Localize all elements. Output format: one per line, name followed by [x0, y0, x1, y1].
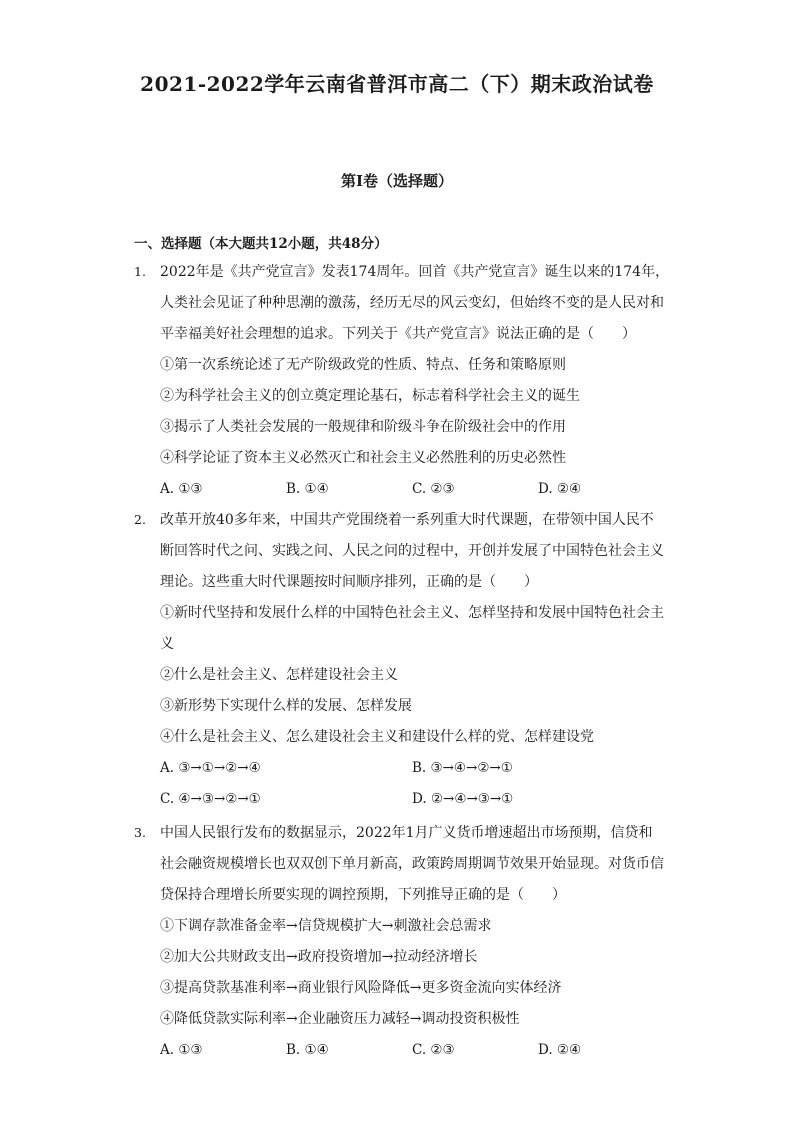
answer-options — [134, 758, 674, 789]
option-d[interactable]: D. ②④ — [538, 1042, 582, 1058]
question-stem-line: 2022年是《共产党宣言》发表174周年。回首《共产党宣言》诞生以来的174年， — [160, 264, 670, 280]
question-line — [134, 823, 674, 854]
question-stem-line: 改革开放40多年来，中国共产党围绕着一系列重大时代课题，在带领中国人民不 — [160, 512, 654, 528]
statement-4: ④降低贷款实际利率→企业融资压力减轻→调动投资积极性 — [160, 1011, 520, 1027]
option-a[interactable]: A. ①③ — [160, 1042, 203, 1058]
question-line — [134, 634, 674, 665]
statement-2: ②加大公共财政支出→政府投资增加→拉动经济增长 — [160, 949, 478, 965]
section-heading: 一、选择题（本大题共12小题，共48分） — [134, 236, 388, 252]
question-line — [134, 854, 674, 885]
question-line — [134, 1009, 674, 1040]
option-a[interactable]: A. ③→①→②→④ — [160, 760, 261, 776]
option-b[interactable]: B. ③→④→②→① — [412, 760, 513, 776]
option-c[interactable]: C. ②③ — [412, 1042, 455, 1058]
question-2 — [134, 510, 674, 820]
question-number: 1. — [134, 264, 146, 279]
answer-options — [134, 479, 674, 510]
statement-4: ④科学论证了资本主义必然灭亡和社会主义必然胜利的历史必然性 — [160, 450, 566, 466]
question-1 — [134, 262, 674, 510]
statement-2: ②什么是社会主义、怎样建设社会主义 — [160, 667, 398, 683]
question-line — [134, 572, 674, 603]
question-line — [134, 293, 674, 324]
question-line — [134, 603, 674, 634]
question-stem-line: 平幸福美好社会理想的追求。下列关于《共产党宣言》说法正确的是（ ） — [160, 326, 636, 342]
question-line — [134, 978, 674, 1009]
question-number: 2. — [134, 512, 146, 527]
question-stem-line: 社会融资规模增长也双双创下单月新高，政策跨周期调节效果开始显现。对货币信 — [160, 856, 664, 872]
question-line — [134, 727, 674, 758]
question-3 — [134, 823, 674, 1071]
question-stem-line: 理论。这些重大时代课题按时间顺序排列，正确的是（ ） — [160, 574, 538, 590]
question-line — [134, 417, 674, 448]
question-line — [134, 696, 674, 727]
question-line — [134, 510, 674, 541]
option-c[interactable]: C. ②③ — [412, 481, 455, 497]
question-line — [134, 262, 674, 293]
answer-options — [134, 1040, 674, 1071]
exam-title: 2021-2022学年云南省普洱市高二（下）期末政治试卷 — [140, 72, 654, 96]
question-line — [134, 448, 674, 479]
option-c[interactable]: C. ④→③→②→① — [160, 791, 261, 807]
question-stem-line: 断回答时代之问、实践之问、人民之问的过程中，开创并发展了中国特色社会主义 — [160, 543, 664, 559]
question-line — [134, 324, 674, 355]
question-line — [134, 355, 674, 386]
question-stem-line: 中国人民银行发布的数据显示，2022年1月广义货币增速超出市场预期，信贷和 — [160, 825, 653, 841]
statement-3: ③新形势下实现什么样的发展、怎样发展 — [160, 698, 412, 714]
statement-1: ①第一次系统论述了无产阶级政党的性质、特点、任务和策略原则 — [160, 357, 566, 373]
part-title: 第I卷（选择题） — [340, 172, 454, 190]
question-stem-line: 贷保持合理增长所要实现的调控预期，下列推导正确的是（ ） — [160, 887, 566, 903]
option-a[interactable]: A. ①③ — [160, 481, 203, 497]
option-b[interactable]: B. ①④ — [286, 481, 329, 497]
statement-1: ①新时代坚持和发展什么样的中国特色社会主义、怎样坚持和发展中国特色社会主 — [160, 605, 664, 621]
option-d[interactable]: D. ②④ — [538, 481, 582, 497]
question-line — [134, 541, 674, 572]
question-line — [134, 885, 674, 916]
statement-4: ④什么是社会主义、怎么建设社会主义和建设什么样的党、怎样建设党 — [160, 729, 594, 745]
statement-3: ③揭示了人类社会发展的一般规律和阶级斗争在阶级社会中的作用 — [160, 419, 566, 435]
question-number: 3. — [134, 825, 146, 840]
statement-1-cont: 义 — [160, 636, 174, 652]
question-line — [134, 386, 674, 417]
statement-1: ①下调存款准备金率→信贷规模扩大→刺激社会总需求 — [160, 918, 492, 934]
question-line — [134, 947, 674, 978]
statement-3: ③提高贷款基准利率→商业银行风险降低→更多资金流向实体经济 — [160, 980, 562, 996]
question-stem-line: 人类社会见证了种种思潮的激荡，经历无尽的风云变幻，但始终不变的是人民对和 — [160, 295, 664, 311]
answer-options — [134, 789, 674, 820]
option-b[interactable]: B. ①④ — [286, 1042, 329, 1058]
statement-2: ②为科学社会主义的创立奠定理论基石，标志着科学社会主义的诞生 — [160, 388, 580, 404]
question-line — [134, 665, 674, 696]
question-line — [134, 916, 674, 947]
option-d[interactable]: D. ②→④→③→① — [412, 791, 514, 807]
